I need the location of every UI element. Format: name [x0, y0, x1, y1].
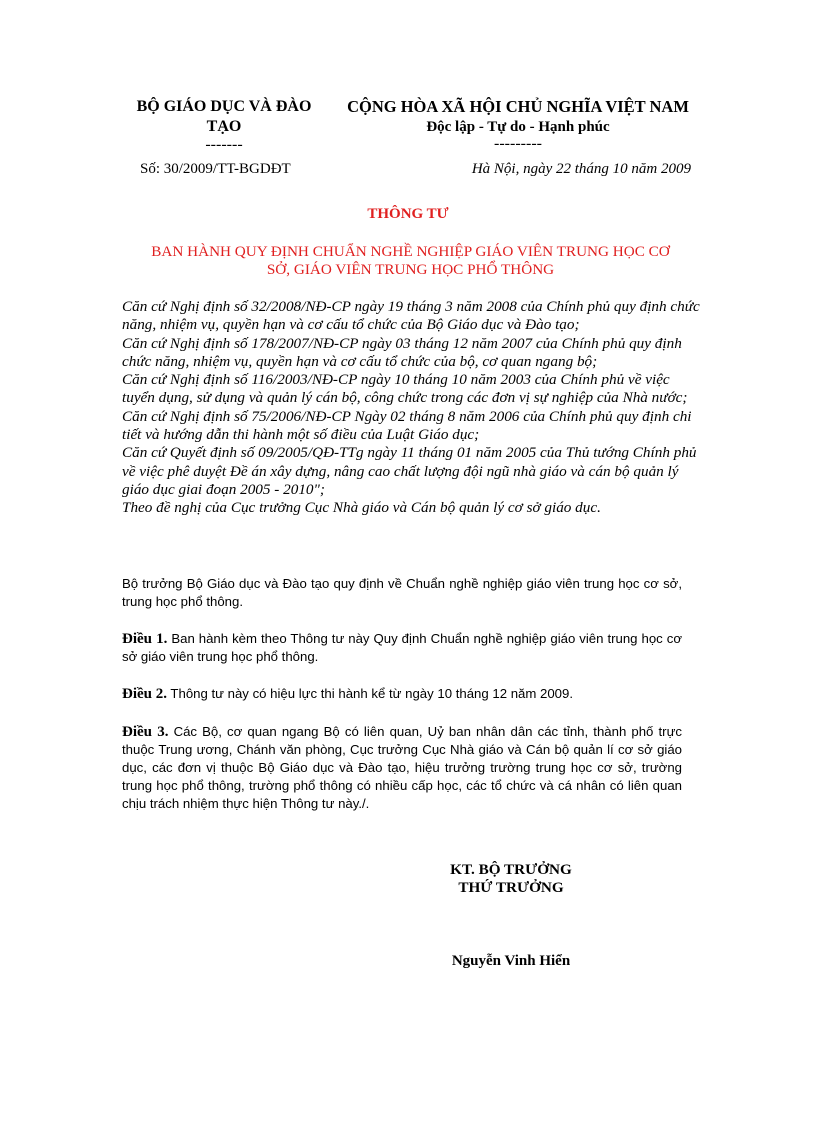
document-title-line2: SỞ, GIÁO VIÊN TRUNG HỌC PHỔ THÔNG [266, 261, 555, 278]
nation-divider: --------- [494, 135, 542, 152]
document-title-line1: BAN HÀNH QUY ĐỊNH CHUẨN NGHỀ NGHIỆP GIÁO VIÊN TRUNG HỌC CƠ [151, 243, 670, 260]
legal-basis-item: Theo đề nghị của Cục trưởng Cục Nhà giáo và Cán bộ quản lý cơ sở giáo dục. [122, 499, 601, 517]
ministry-name-line1: BỘ GIÁO DỤC VÀ ĐÀO [136, 98, 312, 115]
ministry-header [118, 97, 330, 153]
article-3 [122, 723, 682, 813]
article-2 [122, 685, 682, 703]
ministry-divider: ------- [205, 136, 243, 153]
signer-name: Nguyễn Vinh Hiển [451, 953, 571, 969]
article-3-label: Điều 3. [122, 724, 169, 740]
legal-basis-item: Căn cứ Nghị định số 32/2008/NĐ-CP ngày 19 tháng 3 năm 2008 của Chính phủ quy định chức năng, nhiệm vụ, quyền hạn và cơ cấu tổ chức của Bộ Giáo dục và Đào tạo; [122, 298, 700, 334]
nation-name: CỘNG HÒA XÃ HỘI CHỦ NGHĨA VIỆT NAM [347, 97, 689, 116]
legal-basis-item: Căn cứ Nghị định số 75/2006/NĐ-CP Ngày 02 tháng 8 năm 2006 của Chính phủ quy định chi tiết và hướng dẫn thi hành một số điều của Luật Giáo dục; [122, 407, 692, 444]
article-1-text: Ban hành kèm theo Thông tư này Quy định Chuẩn nghề nghiệp giáo viên trung học cơ sở giáo viên trung học phổ thông. [122, 631, 682, 664]
signature-title-1: KT. BỘ TRƯỞNG [450, 861, 572, 878]
ministry-name-line2: TẠO [206, 118, 242, 135]
legal-basis-item: Căn cứ Nghị định số 178/2007/NĐ-CP ngày 03 tháng 12 năm 2007 của Chính phủ quy định chức năng, nhiệm vụ, quyền hạn và cơ cấu tổ chức của bộ, cơ quan ngang bộ; [122, 334, 682, 370]
legal-basis [122, 298, 702, 518]
nation-header [330, 97, 706, 151]
article-2-text: Thông tư này có hiệu lực thi hành kể từ ngày 10 tháng 12 năm 2009. [167, 686, 574, 701]
document-title [118, 243, 703, 279]
legal-basis-item: Căn cứ Nghị định số 116/2003/NĐ-CP ngày 10 tháng 10 năm 2003 của Chính phủ về việc tuyển dụng, sử dụng và quản lý cán bộ, công chức trong các đơn vị sự nghiệp của Nhà nước; [122, 371, 688, 407]
article-1 [122, 630, 682, 666]
signature-title-2: THỨ TRƯỞNG [458, 879, 564, 896]
article-1-label: Điều 1. [122, 631, 168, 647]
nation-motto: Độc lập - Tự do - Hạnh phúc [426, 119, 610, 135]
article-3-text: Các Bộ, cơ quan ngang Bộ có liên quan, Uỷ ban nhân dân các tỉnh, thành phố trực thuộc Trung ương, Chánh văn phòng, Cục trưởng Cục Nhà giáo và Cán bộ quản lí cơ sở giáo dục, các đơn vị thuộc Bộ Giáo dục và Đào tạo, hiệu trưởng trường trung học cơ sở, trường trung học phổ thông, trường phổ thông có nhiều cấp học, các tổ chức và cá nhân có liên quan chịu trách nhiệm thực hiện Thông tư này./. [122, 724, 682, 811]
legal-basis-item: Căn cứ Quyết định số 09/2005/QĐ-TTg ngày 11 tháng 01 năm 2005 của Thủ tướng Chính phủ về việc phê duyệt Đề án xây dựng, nâng cao chất lượng đội ngũ nhà giáo và cán bộ quản lý giáo dục giai đoạn 2005 - 2010"; [122, 444, 697, 498]
intro-paragraph: Bộ trưởng Bộ Giáo dục và Đào tạo quy định về Chuẩn nghề nghiệp giáo viên trung học cơ sở, trung học phổ thông. [122, 576, 682, 609]
document-date: Hà Nội, ngày 22 tháng 10 năm 2009 [471, 161, 691, 177]
signature-block [400, 861, 622, 897]
document-type: THÔNG TƯ [367, 206, 449, 222]
document-number: Số: 30/2009/TT-BGDĐT [140, 161, 291, 177]
article-2-label: Điều 2. [122, 686, 167, 702]
